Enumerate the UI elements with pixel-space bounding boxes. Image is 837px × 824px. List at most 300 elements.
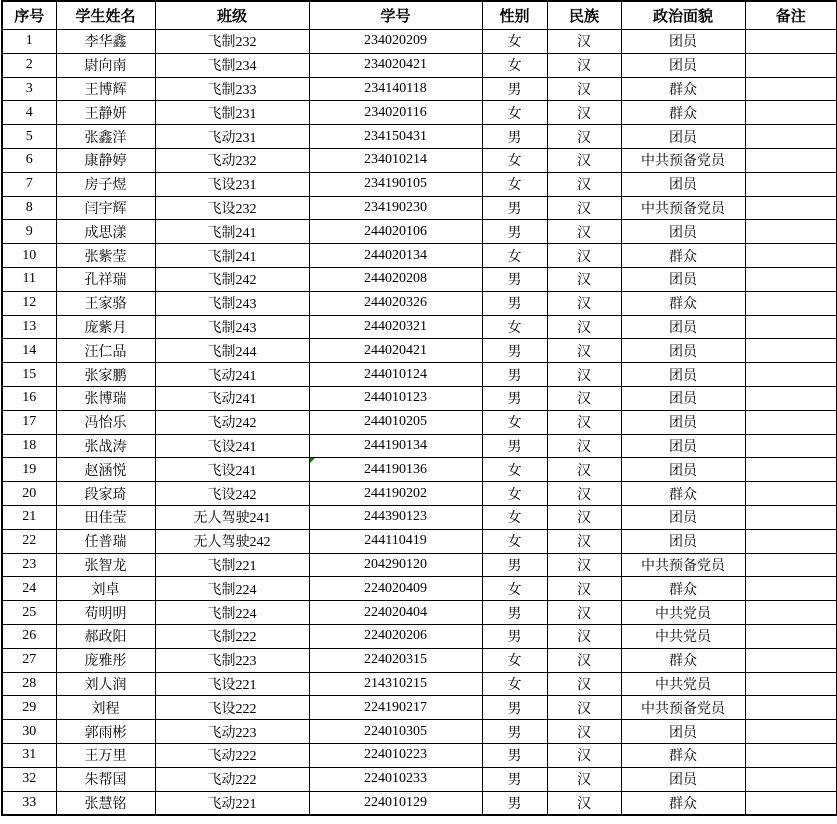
cell-class[interactable]: 飞制233 xyxy=(155,77,309,101)
cell-remark[interactable] xyxy=(745,624,837,648)
cell-student-name[interactable]: 冯怡乐 xyxy=(56,410,155,434)
cell-class[interactable]: 飞制243 xyxy=(155,315,309,339)
cell-political-status[interactable]: 团员 xyxy=(621,529,745,553)
cell-remark[interactable] xyxy=(745,458,837,482)
cell-gender[interactable]: 女 xyxy=(482,244,547,268)
cell-student-id[interactable]: 244010124 xyxy=(309,363,482,387)
cell-gender[interactable]: 女 xyxy=(482,529,547,553)
cell-student-name[interactable]: 张鑫洋 xyxy=(56,125,155,149)
cell-student-name[interactable]: 段家琦 xyxy=(56,482,155,506)
cell-political-status[interactable]: 团员 xyxy=(621,30,745,54)
cell-seq[interactable]: 1 xyxy=(2,30,56,54)
cell-student-name[interactable]: 田佳莹 xyxy=(56,505,155,529)
cell-ethnicity[interactable]: 汉 xyxy=(547,291,621,315)
table-row xyxy=(2,339,837,363)
cell-student-id[interactable]: 224010129 xyxy=(309,791,482,815)
cell-student-name[interactable]: 刘人润 xyxy=(56,672,155,696)
cell-political-status[interactable]: 中共预备党员 xyxy=(621,196,745,220)
cell-class[interactable]: 飞制222 xyxy=(155,624,309,648)
cell-seq[interactable]: 18 xyxy=(2,434,56,458)
cell-student-name[interactable]: 郭雨彬 xyxy=(56,720,155,744)
cell-class[interactable]: 飞设241 xyxy=(155,458,309,482)
cell-student-name[interactable]: 康静婷 xyxy=(56,148,155,172)
table-row xyxy=(2,696,837,720)
cell-gender[interactable]: 男 xyxy=(482,125,547,149)
cell-remark[interactable] xyxy=(745,172,837,196)
cell-class[interactable]: 飞动222 xyxy=(155,767,309,791)
cell-student-name[interactable]: 王万里 xyxy=(56,743,155,767)
cell-student-name[interactable]: 成思漾 xyxy=(56,220,155,244)
cell-political-status[interactable]: 群众 xyxy=(621,244,745,268)
cell-ethnicity[interactable]: 汉 xyxy=(547,196,621,220)
cell-class[interactable]: 飞制243 xyxy=(155,291,309,315)
cell-remark[interactable] xyxy=(745,363,837,387)
cell-political-status[interactable]: 团员 xyxy=(621,315,745,339)
header-row xyxy=(2,1,837,30)
cell-ethnicity[interactable]: 汉 xyxy=(547,767,621,791)
cell-student-id[interactable]: 244020321 xyxy=(309,315,482,339)
table-row xyxy=(2,315,837,339)
cell-student-name[interactable]: 尉向南 xyxy=(56,53,155,77)
cell-class[interactable]: 飞动222 xyxy=(155,743,309,767)
cell-political-status[interactable]: 团员 xyxy=(621,339,745,363)
cell-gender[interactable]: 女 xyxy=(482,148,547,172)
cell-ethnicity[interactable]: 汉 xyxy=(547,553,621,577)
cell-remark[interactable] xyxy=(745,410,837,434)
cell-seq[interactable]: 3 xyxy=(2,77,56,101)
cell-gender[interactable]: 男 xyxy=(482,720,547,744)
cell-seq[interactable]: 23 xyxy=(2,553,56,577)
cell-seq[interactable]: 16 xyxy=(2,386,56,410)
table-row xyxy=(2,172,837,196)
cell-class[interactable]: 飞制223 xyxy=(155,648,309,672)
cell-ethnicity[interactable]: 汉 xyxy=(547,363,621,387)
cell-class[interactable]: 飞制241 xyxy=(155,244,309,268)
cell-seq[interactable]: 2 xyxy=(2,53,56,77)
cell-gender[interactable]: 男 xyxy=(482,434,547,458)
cell-political-status[interactable]: 中共党员 xyxy=(621,672,745,696)
column-header-ethnicity[interactable]: 民族 xyxy=(547,1,621,30)
cell-student-name[interactable]: 张紫莹 xyxy=(56,244,155,268)
cell-seq[interactable]: 21 xyxy=(2,505,56,529)
cell-gender[interactable]: 男 xyxy=(482,767,547,791)
cell-political-status[interactable]: 团员 xyxy=(621,53,745,77)
cell-remark[interactable] xyxy=(745,148,837,172)
cell-political-status[interactable]: 团员 xyxy=(621,720,745,744)
cell-political-status[interactable]: 团员 xyxy=(621,410,745,434)
cell-seq[interactable]: 7 xyxy=(2,172,56,196)
table-row xyxy=(2,410,837,434)
cell-student-name[interactable]: 庞紫月 xyxy=(56,315,155,339)
cell-student-id[interactable]: 234020421 xyxy=(309,53,482,77)
cell-student-id[interactable]: 214310215 xyxy=(309,672,482,696)
cell-class[interactable]: 飞设241 xyxy=(155,434,309,458)
cell-gender[interactable]: 男 xyxy=(482,339,547,363)
cell-remark[interactable] xyxy=(745,529,837,553)
cell-remark[interactable] xyxy=(745,791,837,815)
cell-remark[interactable] xyxy=(745,196,837,220)
cell-student-id[interactable]: 224020409 xyxy=(309,577,482,601)
cell-ethnicity[interactable]: 汉 xyxy=(547,77,621,101)
cell-student-id[interactable]: 234020209 xyxy=(309,30,482,54)
cell-ethnicity[interactable]: 汉 xyxy=(547,30,621,54)
cell-gender[interactable]: 男 xyxy=(482,77,547,101)
cell-student-id[interactable]: 224020404 xyxy=(309,601,482,625)
cell-seq[interactable]: 28 xyxy=(2,672,56,696)
cell-class[interactable]: 飞动241 xyxy=(155,386,309,410)
cell-ethnicity[interactable]: 汉 xyxy=(547,53,621,77)
cell-seq[interactable]: 4 xyxy=(2,101,56,125)
cell-remark[interactable] xyxy=(745,244,837,268)
cell-remark[interactable] xyxy=(745,648,837,672)
table-row xyxy=(2,220,837,244)
cell-political-status[interactable]: 团员 xyxy=(621,434,745,458)
cell-ethnicity[interactable]: 汉 xyxy=(547,648,621,672)
cell-ethnicity[interactable]: 汉 xyxy=(547,267,621,291)
cell-remark[interactable] xyxy=(745,101,837,125)
cell-student-id[interactable]: 234140118 xyxy=(309,77,482,101)
table-row xyxy=(2,458,837,482)
cell-seq[interactable]: 15 xyxy=(2,363,56,387)
cell-student-name[interactable]: 庞雅彤 xyxy=(56,648,155,672)
cell-seq[interactable]: 31 xyxy=(2,743,56,767)
cell-seq[interactable]: 20 xyxy=(2,482,56,506)
cell-political-status[interactable]: 群众 xyxy=(621,482,745,506)
cell-student-name[interactable]: 郝政阳 xyxy=(56,624,155,648)
cell-class[interactable]: 无人驾驶242 xyxy=(155,529,309,553)
table-row xyxy=(2,291,837,315)
cell-ethnicity[interactable]: 汉 xyxy=(547,696,621,720)
cell-remark[interactable] xyxy=(745,767,837,791)
cell-seq[interactable]: 30 xyxy=(2,720,56,744)
cell-seq[interactable]: 22 xyxy=(2,529,56,553)
cell-student-id[interactable]: 244010205 xyxy=(309,410,482,434)
cell-gender[interactable]: 女 xyxy=(482,172,547,196)
table-row xyxy=(2,77,837,101)
cell-political-status[interactable]: 团员 xyxy=(621,172,745,196)
cell-error-indicator-icon xyxy=(310,458,315,463)
cell-student-id[interactable]: 244390123 xyxy=(309,505,482,529)
cell-remark[interactable] xyxy=(745,505,837,529)
cell-class[interactable]: 飞制224 xyxy=(155,577,309,601)
table-row xyxy=(2,529,837,553)
cell-ethnicity[interactable]: 汉 xyxy=(547,720,621,744)
cell-ethnicity[interactable]: 汉 xyxy=(547,315,621,339)
cell-student-id[interactable]: 244190136 xyxy=(309,458,482,482)
cell-gender[interactable]: 女 xyxy=(482,53,547,77)
cell-remark[interactable] xyxy=(745,220,837,244)
cell-gender[interactable]: 女 xyxy=(482,30,547,54)
table-row xyxy=(2,386,837,410)
cell-remark[interactable] xyxy=(745,125,837,149)
cell-student-id[interactable]: 244110419 xyxy=(309,529,482,553)
cell-student-name[interactable]: 王家骆 xyxy=(56,291,155,315)
cell-student-name[interactable]: 房子煜 xyxy=(56,172,155,196)
cell-gender[interactable]: 女 xyxy=(482,577,547,601)
cell-class[interactable]: 飞制224 xyxy=(155,601,309,625)
cell-gender[interactable]: 女 xyxy=(482,458,547,482)
cell-remark[interactable] xyxy=(745,53,837,77)
cell-student-name[interactable]: 王博辉 xyxy=(56,77,155,101)
cell-political-status[interactable]: 群众 xyxy=(621,791,745,815)
cell-seq[interactable]: 17 xyxy=(2,410,56,434)
cell-remark[interactable] xyxy=(745,434,837,458)
cell-political-status[interactable]: 团员 xyxy=(621,220,745,244)
cell-student-name[interactable]: 王静妍 xyxy=(56,101,155,125)
cell-ethnicity[interactable]: 汉 xyxy=(547,505,621,529)
table-row xyxy=(2,601,837,625)
cell-seq[interactable]: 19 xyxy=(2,458,56,482)
cell-class[interactable]: 飞设222 xyxy=(155,696,309,720)
cell-class[interactable]: 飞制242 xyxy=(155,267,309,291)
column-header-student-id[interactable]: 学号 xyxy=(309,1,482,30)
cell-ethnicity[interactable]: 汉 xyxy=(547,244,621,268)
cell-seq[interactable]: 25 xyxy=(2,601,56,625)
cell-class[interactable]: 飞设231 xyxy=(155,172,309,196)
cell-gender[interactable]: 女 xyxy=(482,101,547,125)
cell-gender[interactable]: 女 xyxy=(482,672,547,696)
cell-student-name[interactable]: 汪仁品 xyxy=(56,339,155,363)
column-header-seq[interactable]: 序号 xyxy=(2,1,56,30)
cell-political-status[interactable]: 中共预备党员 xyxy=(621,148,745,172)
cell-student-name[interactable]: 朱帮国 xyxy=(56,767,155,791)
cell-student-id[interactable]: 234150431 xyxy=(309,125,482,149)
table-row xyxy=(2,30,837,54)
cell-student-id[interactable]: 244020106 xyxy=(309,220,482,244)
table-header xyxy=(2,1,837,30)
cell-seq[interactable]: 13 xyxy=(2,315,56,339)
cell-student-id[interactable]: 244020134 xyxy=(309,244,482,268)
cell-political-status[interactable]: 中共预备党员 xyxy=(621,553,745,577)
cell-gender[interactable]: 女 xyxy=(482,482,547,506)
column-header-class[interactable]: 班级 xyxy=(155,1,309,30)
cell-student-id[interactable]: 224010223 xyxy=(309,743,482,767)
cell-ethnicity[interactable]: 汉 xyxy=(547,458,621,482)
cell-remark[interactable] xyxy=(745,386,837,410)
cell-remark[interactable] xyxy=(745,672,837,696)
cell-political-status[interactable]: 群众 xyxy=(621,77,745,101)
cell-political-status[interactable]: 团员 xyxy=(621,505,745,529)
cell-seq[interactable]: 33 xyxy=(2,791,56,815)
cell-ethnicity[interactable]: 汉 xyxy=(547,529,621,553)
cell-gender[interactable]: 男 xyxy=(482,196,547,220)
cell-remark[interactable] xyxy=(745,315,837,339)
cell-seq[interactable]: 10 xyxy=(2,244,56,268)
cell-student-name[interactable]: 孔祥瑞 xyxy=(56,267,155,291)
table-row xyxy=(2,577,837,601)
table-row xyxy=(2,505,837,529)
cell-ethnicity[interactable]: 汉 xyxy=(547,672,621,696)
cell-ethnicity[interactable]: 汉 xyxy=(547,743,621,767)
cell-political-status[interactable]: 群众 xyxy=(621,577,745,601)
cell-student-id[interactable]: 234010214 xyxy=(309,148,482,172)
cell-gender[interactable]: 男 xyxy=(482,601,547,625)
cell-gender[interactable]: 男 xyxy=(482,791,547,815)
cell-ethnicity[interactable]: 汉 xyxy=(547,386,621,410)
table-row xyxy=(2,482,837,506)
cell-class[interactable]: 飞动232 xyxy=(155,148,309,172)
cell-student-id[interactable]: 224190217 xyxy=(309,696,482,720)
cell-ethnicity[interactable]: 汉 xyxy=(547,172,621,196)
cell-ethnicity[interactable]: 汉 xyxy=(547,339,621,363)
cell-student-name[interactable]: 张慧铭 xyxy=(56,791,155,815)
cell-student-name[interactable]: 张博瑞 xyxy=(56,386,155,410)
table-row xyxy=(2,101,837,125)
cell-political-status[interactable]: 中共党员 xyxy=(621,601,745,625)
cell-student-id[interactable]: 244020421 xyxy=(309,339,482,363)
cell-class[interactable]: 飞制232 xyxy=(155,30,309,54)
cell-class[interactable]: 飞动223 xyxy=(155,720,309,744)
table-row xyxy=(2,53,837,77)
cell-gender[interactable]: 女 xyxy=(482,410,547,434)
cell-seq[interactable]: 6 xyxy=(2,148,56,172)
cell-political-status[interactable]: 团员 xyxy=(621,767,745,791)
cell-student-name[interactable]: 刘程 xyxy=(56,696,155,720)
cell-class[interactable]: 飞制244 xyxy=(155,339,309,363)
cell-ethnicity[interactable]: 汉 xyxy=(547,601,621,625)
cell-student-id[interactable]: 244190134 xyxy=(309,434,482,458)
cell-remark[interactable] xyxy=(745,77,837,101)
cell-political-status[interactable]: 群众 xyxy=(621,291,745,315)
cell-gender[interactable]: 男 xyxy=(482,363,547,387)
cell-student-id[interactable]: 234190230 xyxy=(309,196,482,220)
cell-class[interactable]: 飞动241 xyxy=(155,363,309,387)
cell-seq[interactable]: 32 xyxy=(2,767,56,791)
cell-seq[interactable]: 26 xyxy=(2,624,56,648)
cell-student-id[interactable]: 204290120 xyxy=(309,553,482,577)
cell-ethnicity[interactable]: 汉 xyxy=(547,125,621,149)
cell-ethnicity[interactable]: 汉 xyxy=(547,434,621,458)
cell-remark[interactable] xyxy=(745,553,837,577)
cell-political-status[interactable]: 群众 xyxy=(621,648,745,672)
cell-seq[interactable]: 24 xyxy=(2,577,56,601)
cell-class[interactable]: 飞设232 xyxy=(155,196,309,220)
cell-student-id[interactable]: 244020208 xyxy=(309,267,482,291)
cell-student-name[interactable]: 任普瑞 xyxy=(56,529,155,553)
cell-seq[interactable]: 27 xyxy=(2,648,56,672)
cell-student-name[interactable]: 刘卓 xyxy=(56,577,155,601)
cell-political-status[interactable]: 中共党员 xyxy=(621,624,745,648)
cell-student-id[interactable]: 244010123 xyxy=(309,386,482,410)
cell-class[interactable]: 飞动231 xyxy=(155,125,309,149)
cell-student-id[interactable]: 244020326 xyxy=(309,291,482,315)
cell-remark[interactable] xyxy=(745,482,837,506)
cell-class[interactable]: 无人驾驶241 xyxy=(155,505,309,529)
cell-student-id[interactable]: 244190202 xyxy=(309,482,482,506)
cell-political-status[interactable]: 群众 xyxy=(621,743,745,767)
cell-class[interactable]: 飞设242 xyxy=(155,482,309,506)
cell-gender[interactable]: 男 xyxy=(482,220,547,244)
cell-gender[interactable]: 男 xyxy=(482,267,547,291)
column-header-gender[interactable]: 性别 xyxy=(482,1,547,30)
column-header-remark[interactable]: 备注 xyxy=(745,1,837,30)
column-header-political-status[interactable]: 政治面貌 xyxy=(621,1,745,30)
cell-gender[interactable]: 女 xyxy=(482,315,547,339)
cell-seq[interactable]: 5 xyxy=(2,125,56,149)
cell-remark[interactable] xyxy=(745,743,837,767)
cell-class[interactable]: 飞动221 xyxy=(155,791,309,815)
cell-seq[interactable]: 9 xyxy=(2,220,56,244)
cell-seq[interactable]: 11 xyxy=(2,267,56,291)
table-row xyxy=(2,267,837,291)
cell-political-status[interactable]: 团员 xyxy=(621,125,745,149)
cell-class[interactable]: 飞制241 xyxy=(155,220,309,244)
cell-remark[interactable] xyxy=(745,577,837,601)
cell-student-name[interactable]: 苟明明 xyxy=(56,601,155,625)
table-row xyxy=(2,791,837,815)
cell-political-status[interactable]: 团员 xyxy=(621,267,745,291)
cell-remark[interactable] xyxy=(745,601,837,625)
cell-student-name[interactable]: 赵涵悦 xyxy=(56,458,155,482)
cell-student-name[interactable]: 张智龙 xyxy=(56,553,155,577)
cell-remark[interactable] xyxy=(745,30,837,54)
table-row xyxy=(2,148,837,172)
cell-political-status[interactable]: 团员 xyxy=(621,363,745,387)
cell-student-id[interactable]: 234190105 xyxy=(309,172,482,196)
cell-student-id[interactable]: 224010233 xyxy=(309,767,482,791)
cell-gender[interactable]: 男 xyxy=(482,553,547,577)
table-row xyxy=(2,244,837,268)
cell-gender[interactable]: 女 xyxy=(482,648,547,672)
table-row xyxy=(2,125,837,149)
cell-student-id[interactable]: 234020116 xyxy=(309,101,482,125)
cell-gender[interactable]: 男 xyxy=(482,743,547,767)
cell-ethnicity[interactable]: 汉 xyxy=(547,482,621,506)
cell-ethnicity[interactable]: 汉 xyxy=(547,410,621,434)
cell-student-name[interactable]: 李华鑫 xyxy=(56,30,155,54)
cell-seq[interactable]: 8 xyxy=(2,196,56,220)
cell-seq[interactable]: 14 xyxy=(2,339,56,363)
cell-class[interactable]: 飞制221 xyxy=(155,553,309,577)
cell-ethnicity[interactable]: 汉 xyxy=(547,624,621,648)
cell-remark[interactable] xyxy=(745,267,837,291)
cell-gender[interactable]: 男 xyxy=(482,696,547,720)
cell-student-id[interactable]: 224020206 xyxy=(309,624,482,648)
cell-student-name[interactable]: 闫宇辉 xyxy=(56,196,155,220)
cell-ethnicity[interactable]: 汉 xyxy=(547,220,621,244)
column-header-student-name[interactable]: 学生姓名 xyxy=(56,1,155,30)
cell-gender[interactable]: 男 xyxy=(482,386,547,410)
cell-political-status[interactable]: 群众 xyxy=(621,101,745,125)
cell-political-status[interactable]: 团员 xyxy=(621,458,745,482)
cell-student-name[interactable]: 张家鹏 xyxy=(56,363,155,387)
cell-student-name[interactable]: 张战涛 xyxy=(56,434,155,458)
cell-gender[interactable]: 男 xyxy=(482,291,547,315)
cell-class[interactable]: 飞制234 xyxy=(155,53,309,77)
cell-ethnicity[interactable]: 汉 xyxy=(547,791,621,815)
cell-remark[interactable] xyxy=(745,720,837,744)
cell-remark[interactable] xyxy=(745,291,837,315)
cell-ethnicity[interactable]: 汉 xyxy=(547,577,621,601)
cell-class[interactable]: 飞动242 xyxy=(155,410,309,434)
cell-gender[interactable]: 女 xyxy=(482,505,547,529)
cell-ethnicity[interactable]: 汉 xyxy=(547,101,621,125)
table-row xyxy=(2,196,837,220)
table-row xyxy=(2,720,837,744)
cell-student-id[interactable]: 224010305 xyxy=(309,720,482,744)
cell-class[interactable]: 飞制231 xyxy=(155,101,309,125)
cell-student-id[interactable]: 224020315 xyxy=(309,648,482,672)
cell-seq[interactable]: 29 xyxy=(2,696,56,720)
cell-remark[interactable] xyxy=(745,339,837,363)
cell-ethnicity[interactable]: 汉 xyxy=(547,148,621,172)
cell-seq[interactable]: 12 xyxy=(2,291,56,315)
cell-political-status[interactable]: 团员 xyxy=(621,386,745,410)
cell-gender[interactable]: 男 xyxy=(482,624,547,648)
cell-political-status[interactable]: 中共预备党员 xyxy=(621,696,745,720)
cell-remark[interactable] xyxy=(745,696,837,720)
cell-class[interactable]: 飞设221 xyxy=(155,672,309,696)
